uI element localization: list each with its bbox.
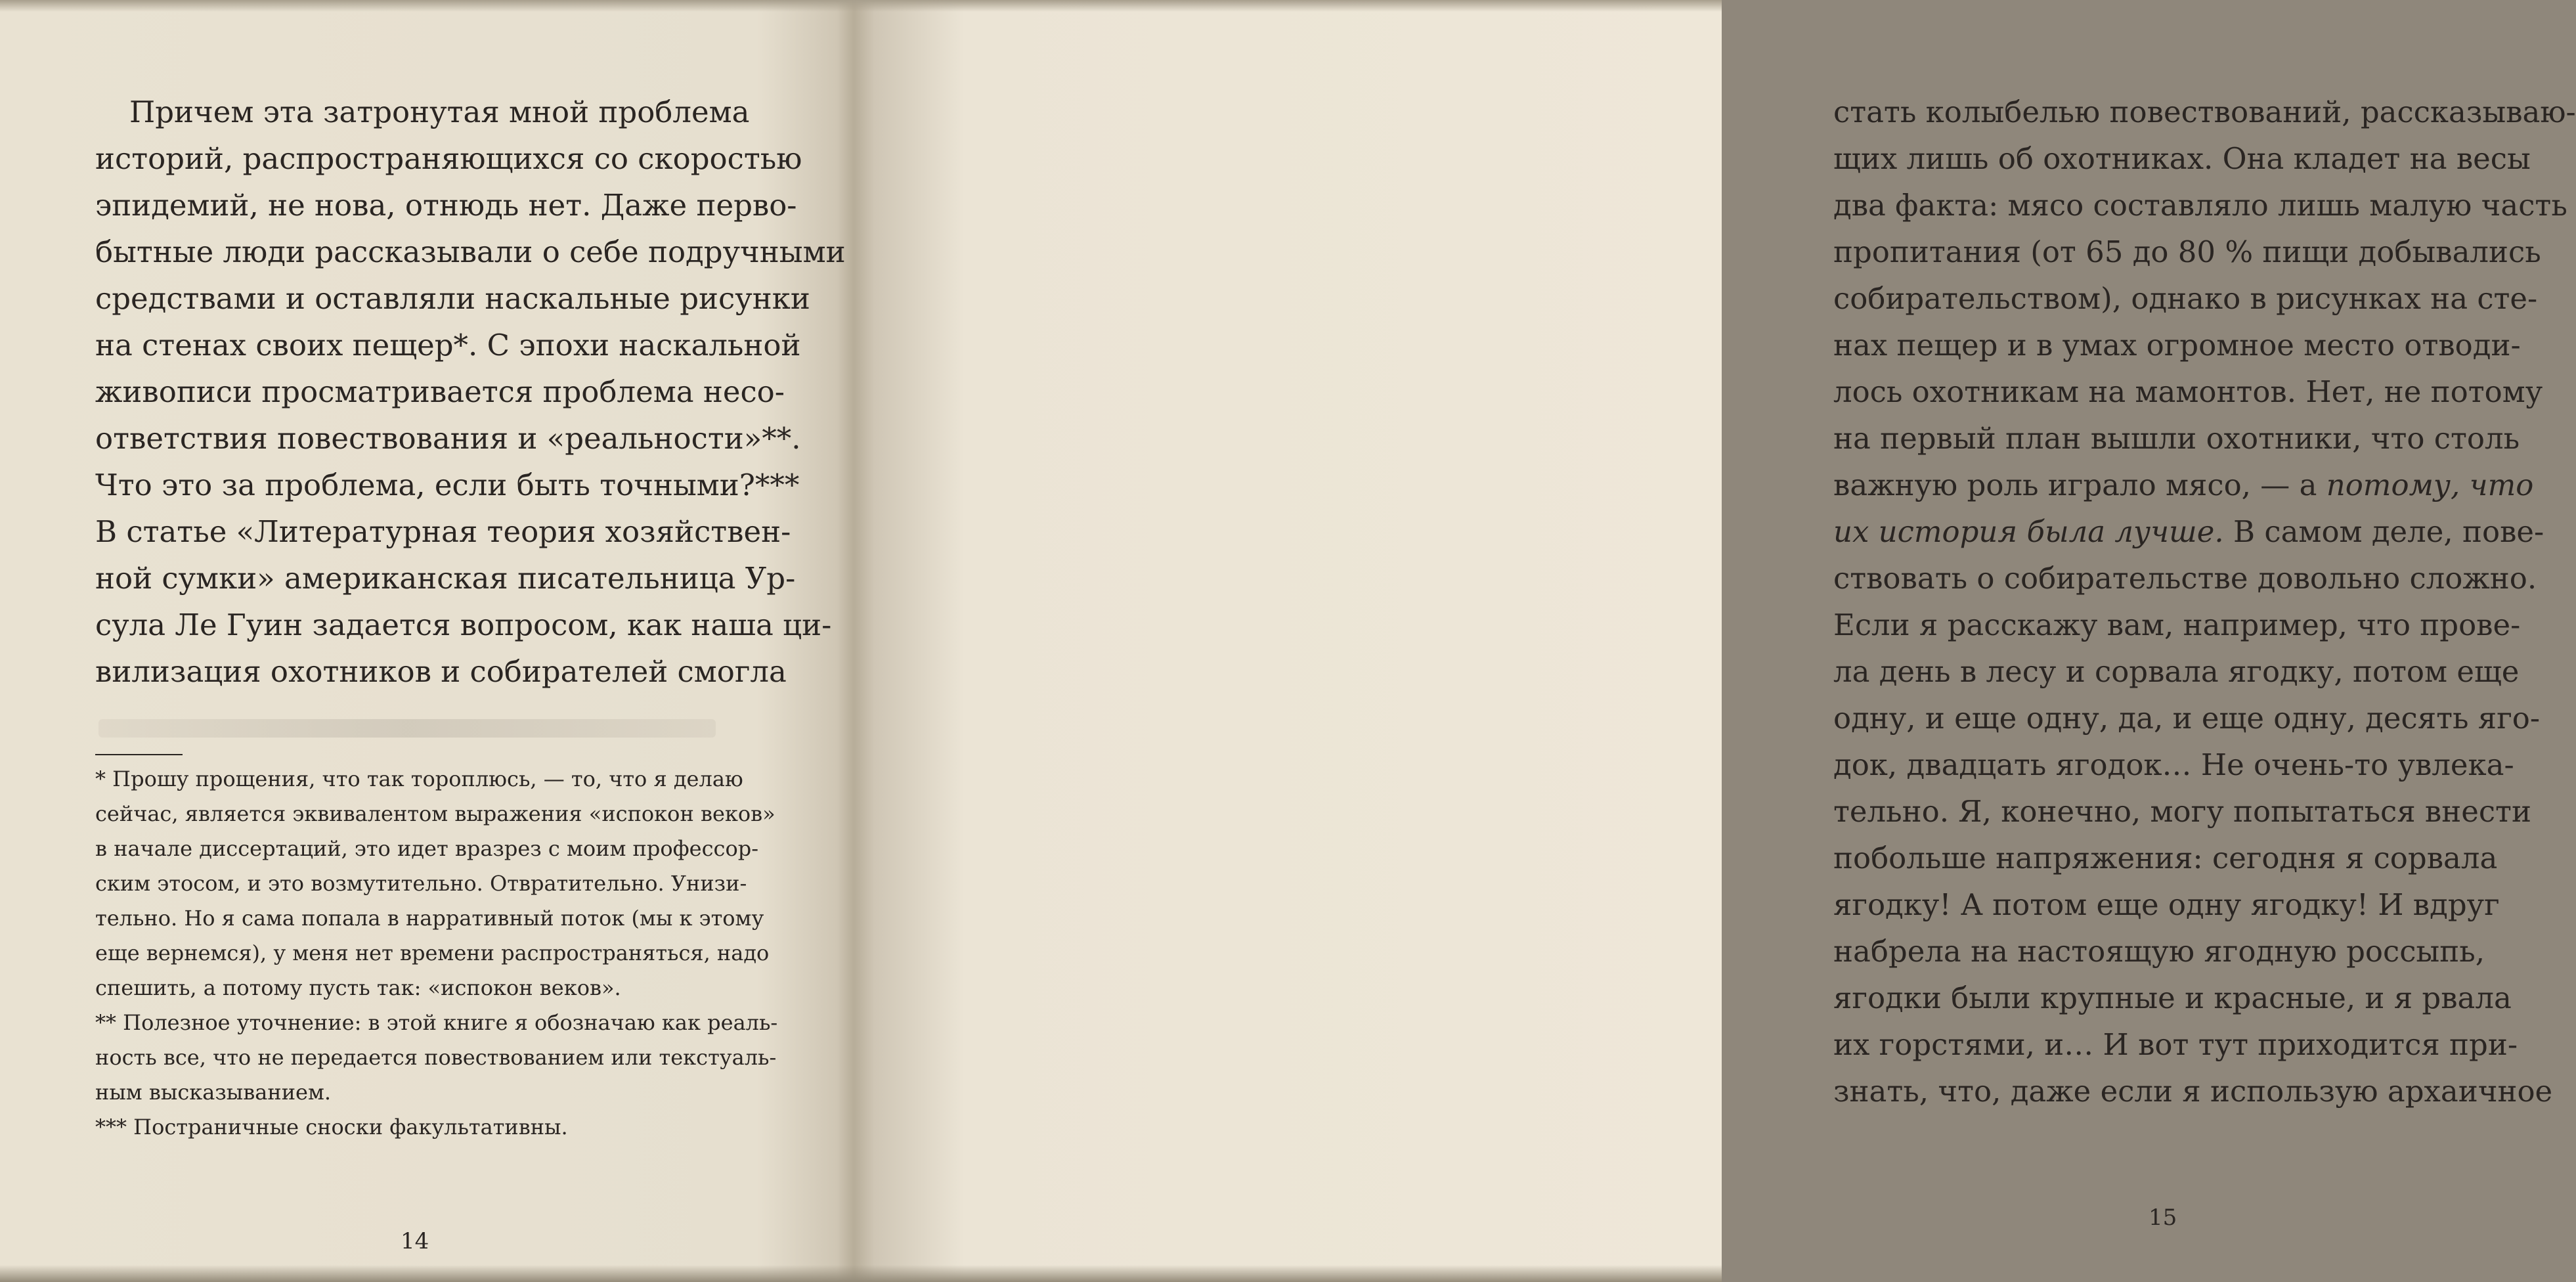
text-line: ягодки были крупные и красные, и я рвала [1833,981,2512,1015]
italic-text: их история была лучше. [1833,514,2224,549]
right-page [860,0,2576,1282]
text-line: одну, и еще одну, да, и еще одну, десять яго- [1833,701,2541,736]
footnote-line: спешить, а потому пусть так: «испокон веков». [95,975,621,1000]
text-line: Если я расскажу вам, например, что прове- [1833,608,2521,642]
text-segment: важную роль играло мясо, — а [1833,468,2317,502]
footnote-line: еще вернемся), у меня нет времени распространяться, надо [95,940,770,965]
text-line: док, двадцать ягодок… Не очень-то увлека- [1833,747,2514,782]
page-number: 15 [2149,1205,2177,1231]
footnotes [95,762,778,1145]
footnote-line: ным высказыванием. [95,1080,332,1105]
text-line: стать колыбелью повествований, рассказываю- [1833,95,2576,129]
text-line: ягодку! А потом еще одну ягодку! И вдруг [1833,887,2500,922]
text-line: вилизация охотников и собирателей смогла [95,654,787,689]
text-line: их горстями, и… И вот тут приходится при- [1833,1027,2518,1062]
text-line-mixed [1833,462,2534,508]
footnote-separator [95,754,183,755]
text-line: средствами и оставляли наскальные рисунки [95,281,810,316]
page-number: 14 [401,1228,429,1254]
text-segment: В самом деле, пове- [2233,514,2544,549]
text-line: побольше напряжения: сегодня я сорвала [1833,841,2498,875]
text-line: на стенах своих пещер*. С эпохи наскальной [95,328,801,363]
text-line: живописи просматривается проблема несо- [95,374,785,409]
text-line: бытные люди рассказывали о себе подручными [95,234,846,269]
text-line: лось охотникам на мамонтов. Нет, не потому [1833,374,2543,409]
text-line: собирательством), однако в рисунках на сте- [1833,281,2538,316]
right-page-paragraph [1833,89,2576,1115]
text-line: на первый план вышли охотники, что столь [1833,421,2520,456]
footnote-line: ским этосом, и это возмутительно. Отвратительно. Унизи- [95,871,747,896]
text-line: Что это за проблема, если быть точными?*** [95,468,800,502]
text-line: ствовать о собирательстве довольно сложно. [1833,561,2537,596]
text-line-mixed [1833,508,2544,555]
footnote-line: тельно. Но я сама попала в нарративный поток (мы к этому [95,906,764,931]
text-line: ла день в лесу и сорвала ягодку, потом еще [1833,654,2520,689]
text-line: нах пещер и в умах огромное место отводи- [1833,328,2521,363]
text-line: ответствия повествования и «реальности»**. [95,421,801,456]
footnote-line: * Прошу прощения, что так тороплюсь, — то, что я делаю [95,766,743,791]
text-line: пропитания (от 65 до 80 % пищи добывались [1833,234,2541,269]
text-line: щих лишь об охотниках. Она кладет на весы [1833,141,2531,176]
text-line: сула Ле Гуин задается вопросом, как наша ци- [95,608,832,642]
text-line: эпидемий, не нова, отнюдь нет. Даже перво- [95,188,797,223]
footnote-line: ** Полезное уточнение: в этой книге я обозначаю как реаль- [95,1010,778,1035]
text-line: В статье «Литературная теория хозяйствен- [95,514,791,549]
text-line: ной сумки» американская писательница Ур- [95,561,796,596]
italic-text: потому, что [2326,468,2534,502]
left-page [0,0,846,1282]
text-line: историй, распространяющихся со скоростью [95,141,802,176]
left-page-paragraph [95,89,846,695]
text-line: Причем эта затронутая мной проблема [129,95,750,129]
footnote-line: ность все, что не передается повествованием или текстуаль- [95,1045,777,1070]
footnote-line: *** Постраничные сноски факультативны. [95,1115,568,1139]
footnote-line: сейчас, является эквивалентом выражения «испокон веков» [95,801,775,826]
footnote-line: в начале диссертаций, это идет вразрез с моим профессор- [95,836,759,861]
text-line: набрела на настоящую ягодную россыпь, [1833,934,2485,969]
show-through-text [98,719,716,738]
text-line: два факта: мясо составляло лишь малую часть [1833,188,2567,223]
text-line: тельно. Я, конечно, могу попытаться внести [1833,794,2531,829]
text-line: знать, что, даже если я использую архаичное [1833,1074,2553,1109]
